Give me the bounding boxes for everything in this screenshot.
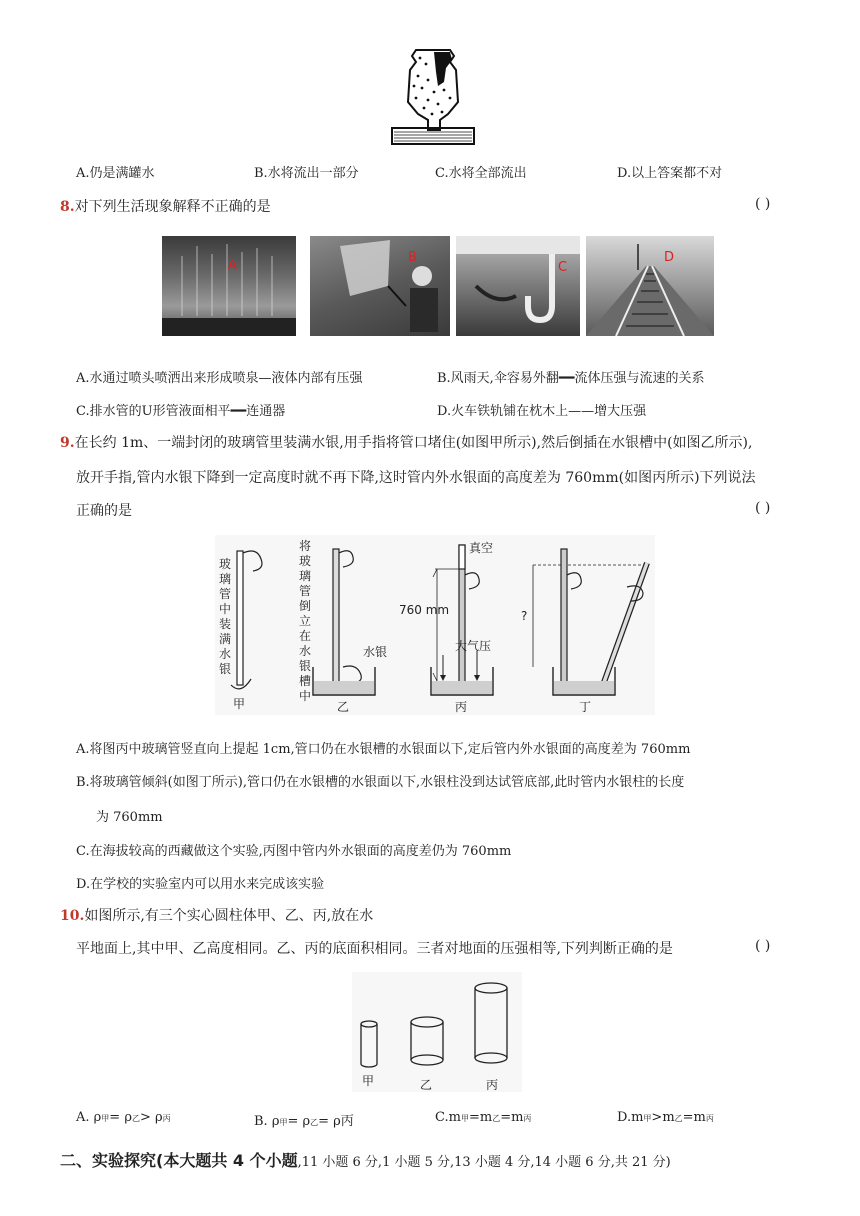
q10-d-m2: =m bbox=[682, 1110, 706, 1125]
q8-answer-paren: ( ) bbox=[755, 196, 771, 212]
cyl-caption-bing: 丙 bbox=[486, 1078, 499, 1092]
bing-vacuum-label: 真空 bbox=[469, 541, 494, 555]
q9-stem-text-1: 在长约 1m、一端封闭的玻璃管里装满水银,用手指将管口堵住(如图甲所示),然后倒插在水银槽中(如图乙所示), bbox=[74, 435, 753, 451]
q8-option-a: A.水通过喷头喷洒出来形成喷泉—液体内部有压强 bbox=[76, 371, 363, 386]
q10-a-m2: > ρ bbox=[139, 1110, 163, 1125]
caption-yi: 乙 bbox=[337, 700, 350, 714]
yi-mercury-label: 水银 bbox=[363, 645, 388, 659]
q10-stem-text-1: 如图所示,有三个实心圆柱体甲、乙、丙,放在水 bbox=[84, 908, 374, 924]
q10-answer-paren: ( ) bbox=[755, 938, 771, 954]
section-2-points: ,11 小题 6 分,1 小题 5 分,13 小题 4 分,14 小题 6 分,共 21 分) bbox=[297, 1155, 671, 1170]
q9-option-b-cont: 为 760mm bbox=[96, 810, 163, 825]
jia-vertical-text: 玻璃管中装满水银 bbox=[219, 557, 232, 676]
q8-option-c: C.排水管的U形管液面相平━━连通器 bbox=[76, 404, 286, 419]
q9-stem-line-1 bbox=[60, 432, 752, 452]
q7-option-b: B.水将流出一部分 bbox=[254, 166, 359, 181]
q10-c-m1: =m bbox=[468, 1110, 493, 1125]
q10-a-sub2: 乙 bbox=[131, 1114, 140, 1123]
section-2-heading bbox=[60, 1148, 671, 1171]
q8-number: 8. bbox=[60, 199, 75, 215]
bing-pressure-label: 大气压 bbox=[455, 639, 492, 653]
caption-jia: 甲 bbox=[233, 697, 246, 711]
caption-ding: 丁 bbox=[579, 700, 592, 714]
q10-d-main: D.m bbox=[617, 1110, 644, 1125]
yi-vertical-text: 将玻璃管倒立在水银槽中 bbox=[299, 539, 312, 703]
q9-option-d: D.在学校的实验室内可以用水来完成该实验 bbox=[76, 877, 325, 892]
q10-a-m1: = ρ bbox=[109, 1110, 132, 1125]
railway-photo bbox=[586, 236, 714, 336]
q9-option-c: C.在海拔较高的西藏做这个实验,丙图中管内外水银面的高度差仍为 760mm bbox=[76, 844, 512, 859]
q8-option-b: B.风雨天,伞容易外翻━━流体压强与流速的关系 bbox=[437, 371, 705, 386]
drain-pipe-photo bbox=[456, 236, 580, 336]
q8-stem-text: 对下列生活现象解释不正确的是 bbox=[74, 199, 271, 215]
bottle-figure bbox=[388, 42, 478, 150]
q10-b-m1: = ρ bbox=[287, 1114, 311, 1129]
q10-option-b bbox=[254, 1110, 354, 1129]
q10-b-sub1: 甲 bbox=[279, 1118, 288, 1127]
cyl-caption-jia: 甲 bbox=[362, 1074, 375, 1088]
photo-label-b: B bbox=[408, 250, 417, 265]
q9-number: 9. bbox=[60, 435, 75, 451]
photo-label-a: A bbox=[228, 258, 237, 273]
photo-label-c: C bbox=[558, 260, 568, 275]
q10-stem-line-1 bbox=[60, 905, 373, 925]
q10-d-sub2: 乙 bbox=[674, 1114, 683, 1123]
caption-bing: 丙 bbox=[455, 700, 468, 714]
q10-c-sub1: 甲 bbox=[460, 1114, 469, 1123]
q7-option-c: C.水将全部流出 bbox=[435, 166, 527, 181]
q10-a-main: A. ρ bbox=[76, 1110, 102, 1125]
q10-stem-line-2: 平地面上,其中甲、乙高度相同。乙、丙的底面积相同。三者对地面的压强相等,下列判断正确的是 bbox=[76, 941, 673, 957]
cylinders-figure bbox=[352, 972, 522, 1092]
q10-option-d bbox=[617, 1110, 714, 1125]
q10-c-sub2: 乙 bbox=[492, 1114, 501, 1123]
fountain-photo bbox=[162, 236, 296, 336]
q10-b-sub2: 乙 bbox=[310, 1118, 319, 1127]
q10-d-sub3: 丙 bbox=[705, 1114, 714, 1123]
q8-option-d: D.火车铁轨铺在枕木上——增大压强 bbox=[437, 404, 647, 419]
q9-stem-line-3: 正确的是 bbox=[76, 503, 132, 519]
q9-option-b: B.将玻璃管倾斜(如图丁所示),管口仍在水银槽的水银面以下,水银柱没到达试管底部,此时管内水银柱的长度 bbox=[76, 775, 685, 790]
umbrella-photo bbox=[310, 236, 450, 336]
photo-label-d: D bbox=[664, 250, 675, 265]
q7-option-d: D.以上答案都不对 bbox=[617, 166, 723, 181]
q10-d-sub1: 甲 bbox=[643, 1114, 652, 1123]
q10-option-c bbox=[435, 1110, 531, 1125]
ding-question-label: ? bbox=[521, 609, 528, 623]
q10-c-sub3: 丙 bbox=[523, 1114, 532, 1123]
q9-option-a: A.将图丙中玻璃管竖直向上提起 1cm,管口仍在水银槽的水银面以下,定后管内外水银面的高度差为 760mm bbox=[76, 742, 691, 757]
q10-d-m1: >m bbox=[651, 1110, 675, 1125]
q10-a-sub1: 甲 bbox=[101, 1114, 110, 1123]
q10-c-main: C.m bbox=[435, 1110, 461, 1125]
bing-height-label: 760 mm bbox=[399, 603, 450, 617]
section-2-title: 二、实验探究(本大题共 4 个小题 bbox=[60, 1151, 298, 1170]
q7-option-a: A.仍是满罐水 bbox=[76, 166, 155, 181]
q10-b-m2: = ρ丙 bbox=[318, 1114, 354, 1129]
q10-a-sub3: 丙 bbox=[162, 1114, 171, 1123]
q8-stem bbox=[60, 196, 271, 216]
q9-stem-line-2: 放开手指,管内水银下降到一定高度时就不再下降,这时管内外水银面的高度差为 760mm(如图丙所示)下列说法 bbox=[76, 470, 756, 486]
q10-b-main: B. ρ bbox=[254, 1114, 280, 1129]
q9-answer-paren: ( ) bbox=[755, 500, 771, 516]
torricelli-figure bbox=[215, 535, 655, 715]
q10-number: 10. bbox=[60, 908, 85, 924]
q10-c-m2: =m bbox=[500, 1110, 524, 1125]
q10-option-a bbox=[76, 1110, 171, 1125]
cyl-caption-yi: 乙 bbox=[420, 1078, 433, 1092]
